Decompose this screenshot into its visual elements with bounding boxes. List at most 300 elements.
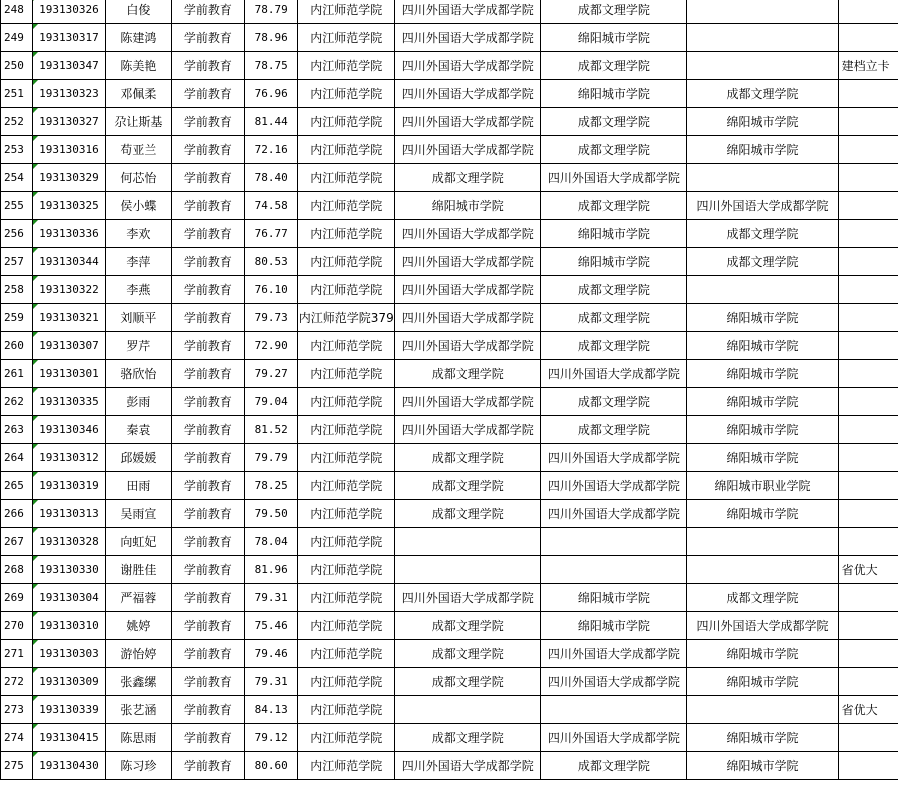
row-number[interactable]: 272 bbox=[1, 668, 33, 696]
major-cell[interactable]: 学前教育 bbox=[171, 584, 245, 612]
row-number[interactable]: 273 bbox=[1, 696, 33, 724]
choice-4-cell[interactable] bbox=[687, 528, 838, 556]
student-name-cell[interactable]: 白俊 bbox=[106, 0, 171, 24]
choice-2-cell[interactable] bbox=[395, 556, 541, 584]
score-cell[interactable]: 79.12 bbox=[245, 724, 298, 752]
table-row bbox=[1, 360, 898, 388]
row-number[interactable]: 249 bbox=[1, 24, 33, 52]
row-number[interactable]: 266 bbox=[1, 500, 33, 528]
row-number[interactable]: 269 bbox=[1, 584, 33, 612]
choice-1-cell[interactable]: 内江师范学院 bbox=[298, 80, 395, 108]
choice-2-cell[interactable]: 四川外国语大学成都学院 bbox=[395, 108, 541, 136]
student-id-cell[interactable]: 193130304 bbox=[32, 584, 106, 612]
note-cell[interactable] bbox=[838, 584, 898, 612]
student-name-cell[interactable]: 李欢 bbox=[106, 220, 171, 248]
student-name-cell[interactable]: 秦袁 bbox=[106, 416, 171, 444]
row-number[interactable]: 259 bbox=[1, 304, 33, 332]
score-cell[interactable]: 79.50 bbox=[245, 500, 298, 528]
row-number[interactable]: 251 bbox=[1, 80, 33, 108]
choice-2-cell[interactable]: 四川外国语大学成都学院 bbox=[395, 220, 541, 248]
student-name-cell[interactable]: 李萍 bbox=[106, 248, 171, 276]
choice-3-cell[interactable]: 绵阳城市学院 bbox=[541, 80, 687, 108]
choice-3-cell[interactable]: 四川外国语大学成都学院 bbox=[541, 360, 687, 388]
major-cell[interactable]: 学前教育 bbox=[171, 192, 245, 220]
row-number[interactable]: 250 bbox=[1, 52, 33, 80]
row-number[interactable]: 271 bbox=[1, 640, 33, 668]
student-id-cell[interactable]: 193130347 bbox=[32, 52, 106, 80]
major-cell[interactable]: 学前教育 bbox=[171, 360, 245, 388]
choice-3-cell[interactable] bbox=[541, 528, 687, 556]
score-cell[interactable]: 79.79 bbox=[245, 444, 298, 472]
table-row bbox=[1, 304, 898, 332]
choice-2-cell[interactable]: 四川外国语大学成都学院 bbox=[395, 276, 541, 304]
choice-2-cell[interactable]: 四川外国语大学成都学院 bbox=[395, 24, 541, 52]
choice-2-cell[interactable]: 四川外国语大学成都学院 bbox=[395, 332, 541, 360]
major-cell[interactable]: 学前教育 bbox=[171, 136, 245, 164]
choice-2-cell[interactable]: 四川外国语大学成都学院 bbox=[395, 388, 541, 416]
choice-1-cell[interactable]: 内江师范学院 bbox=[298, 164, 395, 192]
choice-4-cell[interactable] bbox=[687, 556, 838, 584]
choice-4-cell[interactable]: 成都文理学院 bbox=[687, 584, 838, 612]
student-id-cell[interactable]: 193130325 bbox=[32, 192, 106, 220]
student-id-cell[interactable]: 193130344 bbox=[32, 248, 106, 276]
student-name-cell[interactable]: 陈建鸿 bbox=[106, 24, 171, 52]
choice-4-cell[interactable] bbox=[687, 24, 838, 52]
choice-3-cell[interactable]: 成都文理学院 bbox=[541, 332, 687, 360]
choice-4-cell[interactable]: 绵阳城市学院 bbox=[687, 724, 838, 752]
choice-4-cell[interactable]: 绵阳城市学院 bbox=[687, 108, 838, 136]
choice-3-cell[interactable]: 成都文理学院 bbox=[541, 108, 687, 136]
choice-2-cell[interactable]: 绵阳城市学院 bbox=[395, 192, 541, 220]
note-cell[interactable] bbox=[838, 360, 898, 388]
choice-3-cell[interactable] bbox=[541, 556, 687, 584]
student-name-cell[interactable]: 向虹妃 bbox=[106, 528, 171, 556]
score-cell[interactable]: 75.46 bbox=[245, 612, 298, 640]
major-cell[interactable]: 学前教育 bbox=[171, 472, 245, 500]
choice-3-cell[interactable]: 成都文理学院 bbox=[541, 52, 687, 80]
table-row bbox=[1, 52, 898, 80]
student-name-cell[interactable]: 陈美艳 bbox=[106, 52, 171, 80]
student-id-cell[interactable]: 193130336 bbox=[32, 220, 106, 248]
table-row bbox=[1, 0, 898, 24]
choice-3-cell[interactable]: 绵阳城市学院 bbox=[541, 220, 687, 248]
student-id-cell[interactable]: 193130310 bbox=[32, 612, 106, 640]
major-cell[interactable]: 学前教育 bbox=[171, 24, 245, 52]
table-row bbox=[1, 724, 898, 752]
student-id-cell[interactable]: 193130326 bbox=[32, 0, 106, 24]
score-cell[interactable]: 72.90 bbox=[245, 332, 298, 360]
choice-3-cell[interactable]: 四川外国语大学成都学院 bbox=[541, 668, 687, 696]
row-number[interactable]: 255 bbox=[1, 192, 33, 220]
major-cell[interactable]: 学前教育 bbox=[171, 752, 245, 780]
choice-4-cell[interactable]: 绵阳城市学院 bbox=[687, 360, 838, 388]
student-id-cell[interactable]: 193130323 bbox=[32, 80, 106, 108]
choice-3-cell[interactable]: 绵阳城市学院 bbox=[541, 584, 687, 612]
score-cell[interactable]: 76.10 bbox=[245, 276, 298, 304]
table-row bbox=[1, 668, 898, 696]
note-cell[interactable] bbox=[838, 248, 898, 276]
choice-2-cell[interactable]: 四川外国语大学成都学院 bbox=[395, 248, 541, 276]
student-id-cell[interactable]: 193130319 bbox=[32, 472, 106, 500]
student-name-cell[interactable]: 尕让斯基 bbox=[106, 108, 171, 136]
choice-1-cell[interactable]: 内江师范学院 bbox=[298, 248, 395, 276]
choice-4-cell[interactable]: 绵阳城市学院 bbox=[687, 752, 838, 780]
student-id-cell[interactable]: 193130309 bbox=[32, 668, 106, 696]
choice-4-cell[interactable]: 四川外国语大学成都学院 bbox=[687, 192, 838, 220]
choice-1-cell[interactable]: 内江师范学院 bbox=[298, 220, 395, 248]
note-cell[interactable] bbox=[838, 612, 898, 640]
note-cell[interactable] bbox=[838, 528, 898, 556]
score-cell[interactable]: 79.04 bbox=[245, 388, 298, 416]
choice-4-cell[interactable]: 绵阳城市学院 bbox=[687, 640, 838, 668]
choice-4-cell[interactable]: 绵阳城市学院 bbox=[687, 500, 838, 528]
note-cell[interactable] bbox=[838, 304, 898, 332]
note-cell[interactable] bbox=[838, 640, 898, 668]
choice-1-cell[interactable]: 内江师范学院 bbox=[298, 528, 395, 556]
note-cell[interactable] bbox=[838, 136, 898, 164]
note-cell[interactable] bbox=[838, 500, 898, 528]
choice-2-cell[interactable] bbox=[395, 696, 541, 724]
student-name-cell[interactable]: 骆欣怡 bbox=[106, 360, 171, 388]
major-cell[interactable]: 学前教育 bbox=[171, 108, 245, 136]
choice-1-cell[interactable]: 内江师范学院 bbox=[298, 0, 395, 24]
choice-1-cell[interactable]: 内江师范学院 bbox=[298, 388, 395, 416]
choice-2-cell[interactable]: 成都文理学院 bbox=[395, 668, 541, 696]
student-id-cell[interactable]: 193130330 bbox=[32, 556, 106, 584]
major-cell[interactable]: 学前教育 bbox=[171, 164, 245, 192]
choice-3-cell[interactable]: 四川外国语大学成都学院 bbox=[541, 164, 687, 192]
choice-1-cell[interactable]: 内江师范学院 bbox=[298, 444, 395, 472]
choice-3-cell[interactable]: 成都文理学院 bbox=[541, 136, 687, 164]
major-cell[interactable]: 学前教育 bbox=[171, 0, 245, 24]
row-number[interactable]: 254 bbox=[1, 164, 33, 192]
score-cell[interactable]: 78.79 bbox=[245, 0, 298, 24]
row-number[interactable]: 264 bbox=[1, 444, 33, 472]
note-cell[interactable] bbox=[838, 444, 898, 472]
choice-4-cell[interactable]: 四川外国语大学成都学院 bbox=[687, 612, 838, 640]
major-cell[interactable]: 学前教育 bbox=[171, 332, 245, 360]
score-cell[interactable]: 84.13 bbox=[245, 696, 298, 724]
note-cell[interactable] bbox=[838, 192, 898, 220]
choice-4-cell[interactable]: 成都文理学院 bbox=[687, 248, 838, 276]
row-number[interactable]: 258 bbox=[1, 276, 33, 304]
score-cell[interactable]: 78.04 bbox=[245, 528, 298, 556]
table-row bbox=[1, 24, 898, 52]
major-cell[interactable]: 学前教育 bbox=[171, 416, 245, 444]
choice-1-cell[interactable]: 内江师范学院 bbox=[298, 696, 395, 724]
major-cell[interactable]: 学前教育 bbox=[171, 52, 245, 80]
choice-4-cell[interactable]: 绵阳城市学院 bbox=[687, 416, 838, 444]
score-cell[interactable]: 72.16 bbox=[245, 136, 298, 164]
choice-3-cell[interactable]: 绵阳城市学院 bbox=[541, 24, 687, 52]
choice-2-cell[interactable]: 四川外国语大学成都学院 bbox=[395, 416, 541, 444]
major-cell[interactable]: 学前教育 bbox=[171, 500, 245, 528]
choice-4-cell[interactable]: 绵阳城市职业学院 bbox=[687, 472, 838, 500]
table-row bbox=[1, 556, 898, 584]
table-row bbox=[1, 192, 898, 220]
choice-1-cell[interactable]: 内江师范学院379 bbox=[298, 304, 395, 332]
choice-3-cell[interactable]: 成都文理学院 bbox=[541, 304, 687, 332]
student-id-cell[interactable]: 193130346 bbox=[32, 416, 106, 444]
note-cell[interactable] bbox=[838, 80, 898, 108]
choice-2-cell[interactable]: 四川外国语大学成都学院 bbox=[395, 752, 541, 780]
major-cell[interactable]: 学前教育 bbox=[171, 696, 245, 724]
table-row bbox=[1, 416, 898, 444]
note-cell[interactable] bbox=[838, 24, 898, 52]
choice-1-cell[interactable]: 内江师范学院 bbox=[298, 136, 395, 164]
choice-3-cell[interactable]: 四川外国语大学成都学院 bbox=[541, 444, 687, 472]
student-id-cell[interactable]: 193130335 bbox=[32, 388, 106, 416]
note-cell[interactable] bbox=[838, 0, 898, 24]
major-cell[interactable]: 学前教育 bbox=[171, 556, 245, 584]
row-number[interactable]: 267 bbox=[1, 528, 33, 556]
score-cell[interactable]: 76.77 bbox=[245, 220, 298, 248]
choice-1-cell[interactable]: 内江师范学院 bbox=[298, 24, 395, 52]
choice-1-cell[interactable]: 内江师范学院 bbox=[298, 556, 395, 584]
major-cell[interactable]: 学前教育 bbox=[171, 304, 245, 332]
student-name-cell[interactable]: 姚婷 bbox=[106, 612, 171, 640]
note-cell[interactable] bbox=[838, 668, 898, 696]
row-number[interactable]: 265 bbox=[1, 472, 33, 500]
choice-3-cell[interactable]: 成都文理学院 bbox=[541, 416, 687, 444]
student-name-cell[interactable]: 苟亚兰 bbox=[106, 136, 171, 164]
score-cell[interactable]: 81.44 bbox=[245, 108, 298, 136]
score-cell[interactable]: 80.60 bbox=[245, 752, 298, 780]
note-cell[interactable] bbox=[838, 220, 898, 248]
major-cell[interactable]: 学前教育 bbox=[171, 528, 245, 556]
student-id-cell[interactable]: 193130317 bbox=[32, 24, 106, 52]
student-id-cell[interactable]: 193130301 bbox=[32, 360, 106, 388]
student-id-cell[interactable]: 193130303 bbox=[32, 640, 106, 668]
choice-3-cell[interactable] bbox=[541, 696, 687, 724]
row-number[interactable]: 274 bbox=[1, 724, 33, 752]
major-cell[interactable]: 学前教育 bbox=[171, 668, 245, 696]
score-cell[interactable]: 78.40 bbox=[245, 164, 298, 192]
choice-1-cell[interactable]: 内江师范学院 bbox=[298, 416, 395, 444]
choice-2-cell[interactable]: 成都文理学院 bbox=[395, 500, 541, 528]
score-cell[interactable]: 81.52 bbox=[245, 416, 298, 444]
student-name-cell[interactable]: 严福蓉 bbox=[106, 584, 171, 612]
row-number[interactable]: 253 bbox=[1, 136, 33, 164]
student-id-cell[interactable]: 193130430 bbox=[32, 752, 106, 780]
choice-4-cell[interactable]: 成都文理学院 bbox=[687, 220, 838, 248]
table-row bbox=[1, 108, 898, 136]
row-number[interactable]: 260 bbox=[1, 332, 33, 360]
choice-2-cell[interactable]: 成都文理学院 bbox=[395, 724, 541, 752]
major-cell[interactable]: 学前教育 bbox=[171, 444, 245, 472]
choice-1-cell[interactable]: 内江师范学院 bbox=[298, 276, 395, 304]
score-cell[interactable]: 74.58 bbox=[245, 192, 298, 220]
choice-2-cell[interactable]: 成都文理学院 bbox=[395, 612, 541, 640]
choice-1-cell[interactable]: 内江师范学院 bbox=[298, 752, 395, 780]
note-cell[interactable] bbox=[838, 724, 898, 752]
choice-1-cell[interactable]: 内江师范学院 bbox=[298, 108, 395, 136]
note-cell[interactable] bbox=[838, 164, 898, 192]
table-row bbox=[1, 220, 898, 248]
student-id-cell[interactable]: 193130312 bbox=[32, 444, 106, 472]
choice-2-cell[interactable]: 成都文理学院 bbox=[395, 444, 541, 472]
choice-3-cell[interactable]: 成都文理学院 bbox=[541, 0, 687, 24]
choice-3-cell[interactable]: 四川外国语大学成都学院 bbox=[541, 472, 687, 500]
student-id-cell[interactable]: 193130328 bbox=[32, 528, 106, 556]
score-cell[interactable]: 78.25 bbox=[245, 472, 298, 500]
student-id-cell[interactable]: 193130307 bbox=[32, 332, 106, 360]
table-row bbox=[1, 752, 898, 780]
student-name-cell[interactable]: 田雨 bbox=[106, 472, 171, 500]
choice-4-cell[interactable]: 绵阳城市学院 bbox=[687, 444, 838, 472]
row-number[interactable]: 268 bbox=[1, 556, 33, 584]
student-id-cell[interactable]: 193130327 bbox=[32, 108, 106, 136]
choice-1-cell[interactable]: 内江师范学院 bbox=[298, 52, 395, 80]
student-id-cell[interactable]: 193130339 bbox=[32, 696, 106, 724]
score-cell[interactable]: 79.46 bbox=[245, 640, 298, 668]
student-id-cell[interactable]: 193130415 bbox=[32, 724, 106, 752]
major-cell[interactable]: 学前教育 bbox=[171, 248, 245, 276]
score-cell[interactable]: 80.53 bbox=[245, 248, 298, 276]
choice-1-cell[interactable]: 内江师范学院 bbox=[298, 500, 395, 528]
major-cell[interactable]: 学前教育 bbox=[171, 80, 245, 108]
note-cell[interactable] bbox=[838, 472, 898, 500]
choice-1-cell[interactable]: 内江师范学院 bbox=[298, 192, 395, 220]
student-name-cell[interactable]: 李燕 bbox=[106, 276, 171, 304]
score-cell[interactable]: 79.27 bbox=[245, 360, 298, 388]
major-cell[interactable]: 学前教育 bbox=[171, 724, 245, 752]
choice-1-cell[interactable]: 内江师范学院 bbox=[298, 472, 395, 500]
row-number[interactable]: 261 bbox=[1, 360, 33, 388]
choice-1-cell[interactable]: 内江师范学院 bbox=[298, 584, 395, 612]
choice-3-cell[interactable]: 四川外国语大学成都学院 bbox=[541, 640, 687, 668]
choice-3-cell[interactable]: 四川外国语大学成都学院 bbox=[541, 500, 687, 528]
student-name-cell[interactable]: 罗芹 bbox=[106, 332, 171, 360]
table-row bbox=[1, 472, 898, 500]
student-id-cell[interactable]: 193130329 bbox=[32, 164, 106, 192]
row-number[interactable]: 256 bbox=[1, 220, 33, 248]
score-cell[interactable]: 79.73 bbox=[245, 304, 298, 332]
table-row bbox=[1, 80, 898, 108]
choice-2-cell[interactable] bbox=[395, 528, 541, 556]
student-id-cell[interactable]: 193130322 bbox=[32, 276, 106, 304]
student-name-cell[interactable]: 彭雨 bbox=[106, 388, 171, 416]
choice-3-cell[interactable]: 四川外国语大学成都学院 bbox=[541, 724, 687, 752]
score-cell[interactable]: 79.31 bbox=[245, 668, 298, 696]
note-cell[interactable]: 省优大 bbox=[838, 696, 898, 724]
choice-3-cell[interactable]: 成都文理学院 bbox=[541, 276, 687, 304]
score-cell[interactable]: 79.31 bbox=[245, 584, 298, 612]
choice-4-cell[interactable]: 绵阳城市学院 bbox=[687, 668, 838, 696]
student-name-cell[interactable]: 吴雨宣 bbox=[106, 500, 171, 528]
row-number[interactable]: 262 bbox=[1, 388, 33, 416]
choice-3-cell[interactable]: 成都文理学院 bbox=[541, 192, 687, 220]
table-row bbox=[1, 388, 898, 416]
choice-4-cell[interactable] bbox=[687, 164, 838, 192]
choice-4-cell[interactable] bbox=[687, 0, 838, 24]
student-name-cell[interactable]: 张艺涵 bbox=[106, 696, 171, 724]
choice-1-cell[interactable]: 内江师范学院 bbox=[298, 612, 395, 640]
student-name-cell[interactable]: 陈习珍 bbox=[106, 752, 171, 780]
row-number[interactable]: 248 bbox=[1, 0, 33, 24]
choice-2-cell[interactable]: 四川外国语大学成都学院 bbox=[395, 80, 541, 108]
note-cell[interactable] bbox=[838, 332, 898, 360]
choice-2-cell[interactable]: 成都文理学院 bbox=[395, 640, 541, 668]
table-row bbox=[1, 640, 898, 668]
choice-4-cell[interactable] bbox=[687, 52, 838, 80]
row-number[interactable]: 257 bbox=[1, 248, 33, 276]
choice-2-cell[interactable]: 成都文理学院 bbox=[395, 360, 541, 388]
choice-2-cell[interactable]: 四川外国语大学成都学院 bbox=[395, 52, 541, 80]
student-id-cell[interactable]: 193130321 bbox=[32, 304, 106, 332]
student-name-cell[interactable]: 陈思雨 bbox=[106, 724, 171, 752]
note-cell[interactable]: 建档立卡 bbox=[838, 52, 898, 80]
choice-1-cell[interactable]: 内江师范学院 bbox=[298, 360, 395, 388]
score-cell[interactable]: 76.96 bbox=[245, 80, 298, 108]
choice-4-cell[interactable]: 绵阳城市学院 bbox=[687, 304, 838, 332]
row-number[interactable]: 252 bbox=[1, 108, 33, 136]
student-name-cell[interactable]: 邓佩柔 bbox=[106, 80, 171, 108]
row-number[interactable]: 263 bbox=[1, 416, 33, 444]
choice-2-cell[interactable]: 四川外国语大学成都学院 bbox=[395, 136, 541, 164]
student-name-cell[interactable]: 何芯怡 bbox=[106, 164, 171, 192]
choice-4-cell[interactable]: 成都文理学院 bbox=[687, 80, 838, 108]
major-cell[interactable]: 学前教育 bbox=[171, 612, 245, 640]
choice-4-cell[interactable]: 绵阳城市学院 bbox=[687, 136, 838, 164]
note-cell[interactable] bbox=[838, 108, 898, 136]
choice-2-cell[interactable]: 四川外国语大学成都学院 bbox=[395, 0, 541, 24]
choice-1-cell[interactable]: 内江师范学院 bbox=[298, 668, 395, 696]
note-cell[interactable]: 省优大 bbox=[838, 556, 898, 584]
major-cell[interactable]: 学前教育 bbox=[171, 640, 245, 668]
score-cell[interactable]: 78.75 bbox=[245, 52, 298, 80]
note-cell[interactable] bbox=[838, 416, 898, 444]
choice-3-cell[interactable]: 绵阳城市学院 bbox=[541, 248, 687, 276]
major-cell[interactable]: 学前教育 bbox=[171, 220, 245, 248]
choice-1-cell[interactable]: 内江师范学院 bbox=[298, 332, 395, 360]
row-number[interactable]: 275 bbox=[1, 752, 33, 780]
student-name-cell[interactable]: 游怡婷 bbox=[106, 640, 171, 668]
note-cell[interactable] bbox=[838, 752, 898, 780]
student-id-cell[interactable]: 193130316 bbox=[32, 136, 106, 164]
note-cell[interactable] bbox=[838, 388, 898, 416]
choice-4-cell[interactable] bbox=[687, 696, 838, 724]
choice-2-cell[interactable]: 成都文理学院 bbox=[395, 164, 541, 192]
choice-4-cell[interactable] bbox=[687, 276, 838, 304]
choice-3-cell[interactable]: 成都文理学院 bbox=[541, 388, 687, 416]
major-cell[interactable]: 学前教育 bbox=[171, 276, 245, 304]
student-name-cell[interactable]: 谢胜佳 bbox=[106, 556, 171, 584]
choice-2-cell[interactable]: 成都文理学院 bbox=[395, 472, 541, 500]
student-name-cell[interactable]: 张鑫缧 bbox=[106, 668, 171, 696]
student-id-cell[interactable]: 193130313 bbox=[32, 500, 106, 528]
choice-3-cell[interactable]: 绵阳城市学院 bbox=[541, 612, 687, 640]
table-row bbox=[1, 136, 898, 164]
choice-2-cell[interactable]: 四川外国语大学成都学院 bbox=[395, 304, 541, 332]
table-row bbox=[1, 584, 898, 612]
choice-4-cell[interactable]: 绵阳城市学院 bbox=[687, 332, 838, 360]
score-cell[interactable]: 81.96 bbox=[245, 556, 298, 584]
choice-3-cell[interactable]: 成都文理学院 bbox=[541, 752, 687, 780]
choice-1-cell[interactable]: 内江师范学院 bbox=[298, 724, 395, 752]
choice-2-cell[interactable]: 四川外国语大学成都学院 bbox=[395, 584, 541, 612]
major-cell[interactable]: 学前教育 bbox=[171, 388, 245, 416]
table-row bbox=[1, 612, 898, 640]
score-cell[interactable]: 78.96 bbox=[245, 24, 298, 52]
choice-4-cell[interactable]: 绵阳城市学院 bbox=[687, 388, 838, 416]
student-name-cell[interactable]: 侯小蝶 bbox=[106, 192, 171, 220]
student-name-cell[interactable]: 刘顺平 bbox=[106, 304, 171, 332]
student-name-cell[interactable]: 邱媛媛 bbox=[106, 444, 171, 472]
row-number[interactable]: 270 bbox=[1, 612, 33, 640]
choice-1-cell[interactable]: 内江师范学院 bbox=[298, 640, 395, 668]
note-cell[interactable] bbox=[838, 276, 898, 304]
